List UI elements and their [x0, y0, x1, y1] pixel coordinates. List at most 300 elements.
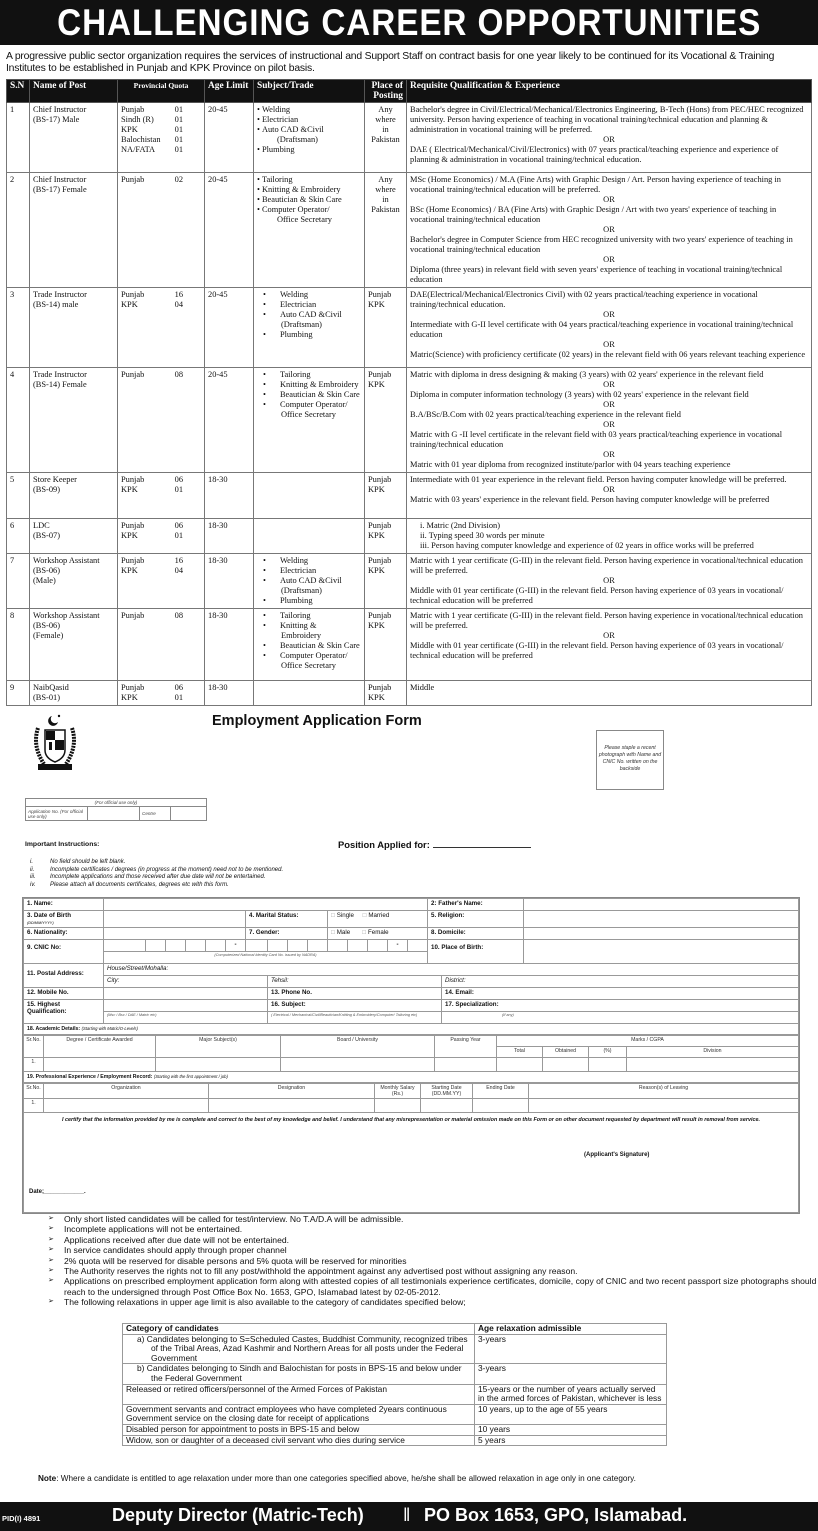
personal-details-table	[23, 898, 799, 1024]
quota-province: KPK	[121, 125, 138, 134]
cnic-digit[interactable]	[368, 940, 388, 952]
experience-col-organization: Organization	[44, 1084, 209, 1099]
marital-status-options	[328, 911, 428, 928]
quota-line	[121, 105, 183, 115]
relaxation-category: Disabled person for appointment to posts in BPS-15 and below	[123, 1424, 475, 1435]
specialization-label: 17. Specialization:	[442, 1000, 799, 1012]
academic-col-year: Passing Year	[435, 1036, 497, 1058]
quota-count: 16	[174, 556, 183, 565]
job-post	[30, 681, 118, 706]
academic-cell[interactable]	[589, 1058, 627, 1072]
quota-province: Punjab	[121, 611, 145, 620]
trade-item: • Plumbing	[257, 596, 361, 606]
instructions-title: Important Instructions:	[25, 841, 100, 848]
qualification-option: DAE(Electrical/Mechanical/Electronics Civil) with 02 years practical/teaching experience in vocational training/technical education.	[410, 290, 758, 309]
trade-item: • Knitting & Embroidery	[257, 185, 361, 195]
academic-cell[interactable]	[497, 1058, 543, 1072]
female-checkbox[interactable]: □ Female	[362, 929, 388, 936]
quota-count: 06	[174, 521, 183, 530]
qualification-option: ii. Typing speed 30 words per minute	[420, 531, 545, 540]
or-separator: OR	[603, 225, 615, 234]
job-posting	[365, 288, 407, 368]
job-quota	[118, 681, 205, 706]
experience-col-start: Starting Date (DD.MM.YY)	[421, 1084, 473, 1099]
instruction-number: i.	[30, 859, 33, 865]
quota-province: Sindh (R)	[121, 115, 154, 124]
quota-line	[121, 175, 183, 185]
relaxation-age: 3-years	[475, 1364, 667, 1384]
academic-details-title: 18. Academic Details: (Starting with Matric/O-Levels)	[23, 1024, 799, 1035]
dob-field[interactable]	[104, 911, 246, 928]
job-age: 18-30	[205, 473, 254, 519]
instruction-number: iii.	[30, 874, 36, 881]
posting-line: Punjab	[368, 290, 392, 299]
quota-province: Balochistan	[121, 135, 161, 144]
job-sn: 7	[7, 554, 30, 609]
applicant-signature[interactable]: (Applicant's Signature)	[584, 1152, 650, 1158]
experience-table	[23, 1083, 799, 1113]
trade-item: Office Secretary	[277, 215, 332, 224]
posting-line: Punjab	[368, 475, 392, 484]
quota-line	[121, 475, 183, 485]
quota-line	[121, 683, 183, 693]
instruction-number: iv.	[30, 881, 36, 888]
job-post-line: (BS-06)	[33, 566, 60, 575]
note-item: ➢ Incomplete applications will not be entertained.	[48, 1224, 818, 1234]
domicile-label: 8. Domicile:	[428, 928, 524, 940]
experience-row-number: 1.	[24, 1099, 44, 1113]
gender-options	[328, 928, 428, 940]
quota-count: 01	[174, 693, 183, 702]
qualification-option: Intermediate with 01 year experience in the relevant field. Person having computer knowledge will be preferred.	[410, 475, 787, 484]
note-item: ➢ The following relaxations in upper age limit is also available to the category of candidates specified below;	[48, 1297, 818, 1307]
quota-count: 08	[174, 370, 183, 379]
relaxation-age: 5 years	[475, 1435, 667, 1446]
quota-line	[121, 135, 183, 145]
job-sn: 1	[7, 103, 30, 173]
trade-item: • Beautician & Skin Care	[257, 641, 361, 651]
position-applied-field[interactable]	[433, 840, 531, 848]
job-trades	[254, 554, 365, 609]
qualification-option: Matric with 1 year certificate (G-III) in the relevant field. Person having experience in vocational/technical education will be preferred.	[410, 611, 803, 630]
cnic-digit[interactable]	[166, 940, 186, 952]
tehsil-field[interactable]: Tehsil:	[268, 976, 442, 988]
quota-line	[121, 693, 183, 703]
job-qualification	[407, 173, 812, 288]
postal-address-label: 11. Postal Address:	[24, 964, 104, 988]
banner-title: CHALLENGING CAREER OPPORTUNITIES	[56, 1, 762, 43]
posting-line: Punjab	[368, 556, 392, 565]
experience-cell[interactable]	[421, 1099, 473, 1113]
job-age: 18-30	[205, 681, 254, 706]
job-age: 18-30	[205, 554, 254, 609]
city-field[interactable]: City:	[104, 976, 268, 988]
cnic-digit[interactable]	[104, 940, 146, 952]
or-separator: OR	[603, 420, 615, 429]
experience-col-end: Ending Date	[473, 1084, 529, 1099]
cnic-digit[interactable]	[308, 940, 328, 952]
academic-col-degree: Degree / Certificate Awarded	[44, 1036, 156, 1058]
job-post	[30, 103, 118, 173]
or-separator: OR	[603, 485, 615, 494]
quota-line	[121, 125, 183, 135]
job-posting	[365, 173, 407, 288]
posting-line: Punjab	[368, 521, 392, 530]
header-trade: Subject/Trade	[254, 80, 365, 103]
quota-province: Punjab	[121, 556, 145, 565]
or-separator: OR	[603, 195, 615, 204]
job-posting	[365, 103, 407, 173]
or-separator: OR	[603, 340, 615, 349]
academic-row-number: 1.	[24, 1058, 44, 1072]
application-form-section	[0, 706, 818, 1206]
cnic-digit[interactable]	[348, 940, 368, 952]
experience-col-salary: Monthly Salary (Rs.)	[375, 1084, 421, 1099]
quota-line	[121, 521, 183, 531]
job-row	[7, 554, 812, 609]
footer-address: PO Box 1653, GPO, Islamabad.	[424, 1505, 688, 1525]
qualification-option: Matric with 1 year certificate (G-III) in the relevant field. Person having experience in vocational/technical education will be preferred.	[410, 556, 803, 575]
academic-cell[interactable]	[627, 1058, 799, 1072]
posting-line: KPK	[368, 621, 385, 630]
cnic-dash: -	[226, 940, 246, 952]
cnic-digit[interactable]	[328, 940, 348, 952]
experience-cell[interactable]	[529, 1099, 799, 1113]
quota-count: 01	[174, 115, 183, 124]
job-qualification	[407, 473, 812, 519]
job-post-line: (BS-06)	[33, 621, 60, 630]
quota-line	[121, 556, 183, 566]
job-post	[30, 609, 118, 681]
job-age: 18-30	[205, 609, 254, 681]
quota-count: 01	[174, 485, 183, 494]
place-of-birth-field[interactable]	[524, 940, 799, 964]
job-posting	[365, 368, 407, 473]
job-sn: 8	[7, 609, 30, 681]
subject-hint: ( Electrical / Mechanical/Civil/Beautician/Knitting & Embroidery/Computer/ Tailoring etc)	[268, 1012, 442, 1024]
application-form	[22, 897, 800, 1214]
qualification-option: Middle	[410, 683, 435, 692]
job-quota	[118, 519, 205, 554]
qualification-option: Matric with G -II level certificate in the relevant field with 03 years practical/teaching experience in vocational training/technical education	[410, 430, 783, 449]
instruction-item	[30, 882, 283, 890]
highest-qualification-hint: (Msc / Bsc / DAE / Matric etc)	[104, 1012, 268, 1024]
experience-cell[interactable]	[209, 1099, 375, 1113]
note-item: ➢ Only short listed candidates will be called for test/interview. No T.A/D.A will be admissible.	[48, 1214, 818, 1224]
or-separator: OR	[603, 400, 615, 409]
nationality-field[interactable]	[104, 928, 246, 940]
qualification-option: Matric with 03 years' experience in the relevant field. Person having computer knowledge will be preferred	[410, 495, 770, 504]
header-quota: Provincial Quota	[118, 80, 205, 103]
cnic-digit[interactable]	[146, 940, 166, 952]
job-post-line: Chief Instructor	[33, 105, 87, 114]
posting-line: Punjab	[368, 611, 392, 620]
job-posting	[365, 609, 407, 681]
trade-item: (Draftsman)	[281, 586, 322, 595]
highest-qualification-field[interactable]	[104, 1000, 268, 1012]
academic-col-obtained: Obtained	[543, 1047, 589, 1058]
qualification-option: BSc (Home Economics) / BA (Fine Arts) with Graphic Design / Art with two years' experience of teaching in vocational training/technical education	[410, 205, 777, 224]
header-sn: S.N	[7, 80, 30, 103]
job-post-line: Trade Instructor	[33, 290, 87, 299]
jobs-table-header	[7, 80, 812, 103]
photo-box: Please staple a recent photograph with Name and CNIC No. written on the backside	[596, 730, 664, 790]
trade-item: • Electrician	[257, 566, 361, 576]
job-trades	[254, 681, 365, 706]
phone-label: 13. Phone No.	[268, 988, 442, 1000]
quota-province: Punjab	[121, 370, 145, 379]
religion-field[interactable]	[524, 911, 799, 928]
father-name-field[interactable]	[524, 899, 799, 911]
quota-count: 01	[174, 531, 183, 540]
job-post-line: (Female)	[33, 631, 64, 640]
cnic-digit[interactable]	[408, 940, 428, 952]
religion-label: 5. Religion:	[428, 911, 524, 928]
quota-province: Punjab	[121, 475, 145, 484]
date-field[interactable]: Date;____________.	[29, 1189, 86, 1195]
relaxation-row	[123, 1435, 667, 1446]
relaxation-category: a) Candidates belonging to S=Scheduled Castes, Buddhist Community, recognized tribes of the Tribal Areas, Azad Kashmir and Northern Areas for all posts under the Federal Government	[123, 1334, 475, 1364]
job-row	[7, 681, 812, 706]
job-sn: 3	[7, 288, 30, 368]
relaxation-age: 15-years or the number of years actually served in the armed forces of Pakistan, whichever is less	[475, 1384, 667, 1404]
job-quota	[118, 173, 205, 288]
academic-cell[interactable]	[281, 1058, 435, 1072]
trade-item: • Auto CAD &Civil	[257, 576, 361, 586]
instruction-item	[30, 859, 283, 867]
qualification-option: Intermediate with G-II level certificate with 04 years practical/teaching experience in vocational training/technical education	[410, 320, 794, 339]
quota-province: KPK	[121, 566, 138, 575]
trade-item: • Welding	[257, 290, 361, 300]
job-quota	[118, 473, 205, 519]
single-checkbox[interactable]: □ Single	[331, 912, 354, 919]
job-trades	[254, 609, 365, 681]
quota-province: NA/FATA	[121, 145, 156, 154]
academic-cell[interactable]	[156, 1058, 281, 1072]
job-quota	[118, 368, 205, 473]
job-sn: 6	[7, 519, 30, 554]
trade-item: • Plumbing	[257, 145, 361, 155]
academic-col-percent: (%)	[589, 1047, 627, 1058]
relax-header-category: Category of candidates	[123, 1324, 475, 1335]
trade-item: • Tailoring	[257, 175, 361, 185]
job-posting	[365, 519, 407, 554]
job-post-line: Chief Instructor	[33, 175, 87, 184]
trade-item: • Auto CAD &Civil	[257, 125, 361, 135]
academic-col-division: Division	[627, 1047, 799, 1058]
cnic-digit[interactable]	[246, 940, 268, 952]
job-row	[7, 173, 812, 288]
header-qualification: Requisite Qualification & Experience	[407, 80, 812, 103]
footer-separator: ‖	[403, 1505, 411, 1525]
job-post-line: (BS-07)	[33, 531, 60, 540]
trade-item: • Auto CAD &Civil	[257, 310, 361, 320]
job-row	[7, 103, 812, 173]
experience-cell[interactable]	[473, 1099, 529, 1113]
trade-item: (Draftsman)	[277, 135, 318, 144]
qualification-option: B.A/BSc/B.Com with 02 years practical/teaching experience in the relevant field	[410, 410, 681, 419]
job-posting	[365, 473, 407, 519]
academic-cell[interactable]	[44, 1058, 156, 1072]
quota-count: 01	[174, 125, 183, 134]
mobile-label: 12. Mobile No.	[24, 988, 104, 1000]
relaxation-category: Released or retired officers/personnel of the Armed Forces of Pakistan	[123, 1384, 475, 1404]
quota-line	[121, 145, 183, 155]
academic-cell[interactable]	[543, 1058, 589, 1072]
job-quota	[118, 554, 205, 609]
academic-row	[24, 1058, 799, 1072]
male-checkbox[interactable]: □ Male	[331, 929, 350, 936]
name-label: 1. Name:	[24, 899, 104, 911]
age-relaxation-table	[122, 1323, 667, 1446]
trade-item: • Computer Operator/	[257, 651, 361, 661]
domicile-field[interactable]	[524, 928, 799, 940]
trade-item: • Plumbing	[257, 330, 361, 340]
posting-line: in	[382, 195, 389, 204]
job-trades	[254, 473, 365, 519]
posting-line: Punjab	[368, 683, 392, 692]
mobile-field[interactable]	[104, 988, 268, 1000]
relaxation-row	[123, 1424, 667, 1435]
quota-line	[121, 566, 183, 576]
job-post	[30, 173, 118, 288]
qualification-option: Bachelor's degree in Civil/Electrical/Mechanical/Electronics Engineering, B-Tech (Hons) from PEC/HEC recognized university. Person having experience of teaching in vocational training/technical education and planning & administration in vocational training will be preferred.	[410, 105, 804, 134]
job-sn: 4	[7, 368, 30, 473]
academic-col-marks: Marks / CGPA	[497, 1036, 799, 1047]
or-separator: OR	[603, 380, 615, 389]
quota-count: 16	[174, 290, 183, 299]
trade-item: • Electrician	[257, 115, 361, 125]
job-qualification	[407, 103, 812, 173]
qualification-option: Diploma (three years) in relevant field with seven years' experience of teaching in vocational training/technical education	[410, 265, 783, 284]
job-post-line: (BS-17) Male	[33, 115, 80, 124]
academic-col-subjects: Major Subject(s)	[156, 1036, 281, 1058]
job-post-line: LDC	[33, 521, 50, 530]
trade-item: Office Secretary	[281, 410, 336, 419]
posting-line: KPK	[368, 693, 385, 702]
qualification-option: DAE ( Electrical/Mechanical/Civil/Electronics) with 07 years practical/teaching experience and experience of planning & administration in vocational training/technical education.	[410, 145, 779, 164]
posting-line: KPK	[368, 300, 385, 309]
cnic-digit[interactable]	[186, 940, 206, 952]
job-row	[7, 609, 812, 681]
qualification-option: iii. Person having computer knowledge and experience of 02 years in office works will be preferred	[420, 541, 754, 550]
relaxation-age: 10 years, up to the age of 55 years	[475, 1404, 667, 1424]
experience-cell[interactable]	[44, 1099, 209, 1113]
job-post-line: NaibQasid	[33, 683, 69, 692]
posting-line: KPK	[368, 531, 385, 540]
posting-line: Pakistan	[371, 135, 400, 144]
posting-line: in	[382, 125, 389, 134]
quota-count: 01	[174, 145, 183, 154]
specialization-hint: (If any)	[442, 1012, 799, 1024]
academic-col-total: Total	[497, 1047, 543, 1058]
job-post-line: (Male)	[33, 576, 56, 585]
quota-line	[121, 611, 183, 621]
job-qualification	[407, 554, 812, 609]
house-field[interactable]: House/Street/Mohalla:	[104, 964, 799, 976]
nationality-label: 6. Nationality:	[24, 928, 104, 940]
quota-line	[121, 531, 183, 541]
job-age: 20-45	[205, 368, 254, 473]
job-post-line: Workshop Assistant	[33, 611, 100, 620]
official-header: (For official use only)	[26, 799, 207, 807]
posting-line: Any where	[375, 105, 396, 124]
quota-line	[121, 115, 183, 125]
trade-item: • Tailoring	[257, 370, 361, 380]
district-field[interactable]: District:	[442, 976, 799, 988]
job-qualification	[407, 609, 812, 681]
job-sn: 9	[7, 681, 30, 706]
cnic-digit[interactable]	[288, 940, 308, 952]
posting-line: Pakistan	[371, 205, 400, 214]
job-row	[7, 473, 812, 519]
instructions-list	[30, 859, 283, 889]
relaxation-age: 3-years	[475, 1334, 667, 1364]
trade-item: • Welding	[257, 556, 361, 566]
job-quota	[118, 609, 205, 681]
married-checkbox[interactable]: □ Married	[363, 912, 390, 919]
job-trades	[254, 288, 365, 368]
job-post-line: (BS-09)	[33, 485, 60, 494]
qualification-option: Matric with 01 year diploma from recognized institute/parlor with 04 years teaching experience	[410, 460, 731, 469]
academic-cell[interactable]	[435, 1058, 497, 1072]
cnic-dash: -	[388, 940, 408, 952]
job-post	[30, 473, 118, 519]
job-qualification	[407, 519, 812, 554]
cnic-digit[interactable]	[206, 940, 226, 952]
academic-col-board: Board / University	[281, 1036, 435, 1058]
instruction-text: Incomplete applications and those received after due date will not be entertained.	[50, 874, 266, 881]
or-separator: OR	[603, 631, 615, 640]
job-qualification	[407, 681, 812, 706]
quota-province: KPK	[121, 693, 138, 702]
header-age: Age Limit	[205, 80, 254, 103]
job-age: 20-45	[205, 173, 254, 288]
qualification-option: Bachelor's degree in Computer Science from HEC recognized university with two years' experience of teaching in vocational training/technical education	[410, 235, 793, 254]
posting-line: KPK	[368, 566, 385, 575]
name-field[interactable]	[104, 899, 428, 911]
experience-col-reason: Reason(s) of Leaving	[529, 1084, 799, 1099]
quota-province: KPK	[121, 300, 138, 309]
header-posting: Place of Posting	[365, 80, 407, 103]
job-trades	[254, 173, 365, 288]
academic-details-table	[23, 1035, 799, 1072]
notes-list	[48, 1214, 818, 1308]
position-applied-label: Position Applied for:	[338, 839, 430, 850]
job-trades	[254, 368, 365, 473]
experience-cell[interactable]	[375, 1099, 421, 1113]
relaxation-row	[123, 1364, 667, 1384]
job-qualification	[407, 368, 812, 473]
job-sn: 5	[7, 473, 30, 519]
job-age: 18-30	[205, 519, 254, 554]
father-name-label: 2: Father's Name:	[428, 899, 524, 911]
cnic-digit[interactable]	[268, 940, 288, 952]
job-post-line: (BS-14) male	[33, 300, 79, 309]
trade-item: Embroidery	[281, 631, 322, 640]
or-separator: OR	[603, 255, 615, 264]
job-post	[30, 554, 118, 609]
relaxation-row	[123, 1384, 667, 1404]
relaxation-category: Government servants and contract employees who have completed 2years continuous Government service on the closing date for receipt of applications	[123, 1404, 475, 1424]
note-item: ➢ In service candidates should apply through proper channel	[48, 1245, 818, 1255]
centre-field[interactable]	[171, 807, 207, 821]
job-posting	[365, 554, 407, 609]
application-no-field[interactable]	[88, 807, 140, 821]
quota-province: Punjab	[121, 290, 145, 299]
cnic-label: 9. CNIC No:	[24, 940, 104, 964]
job-row	[7, 288, 812, 368]
